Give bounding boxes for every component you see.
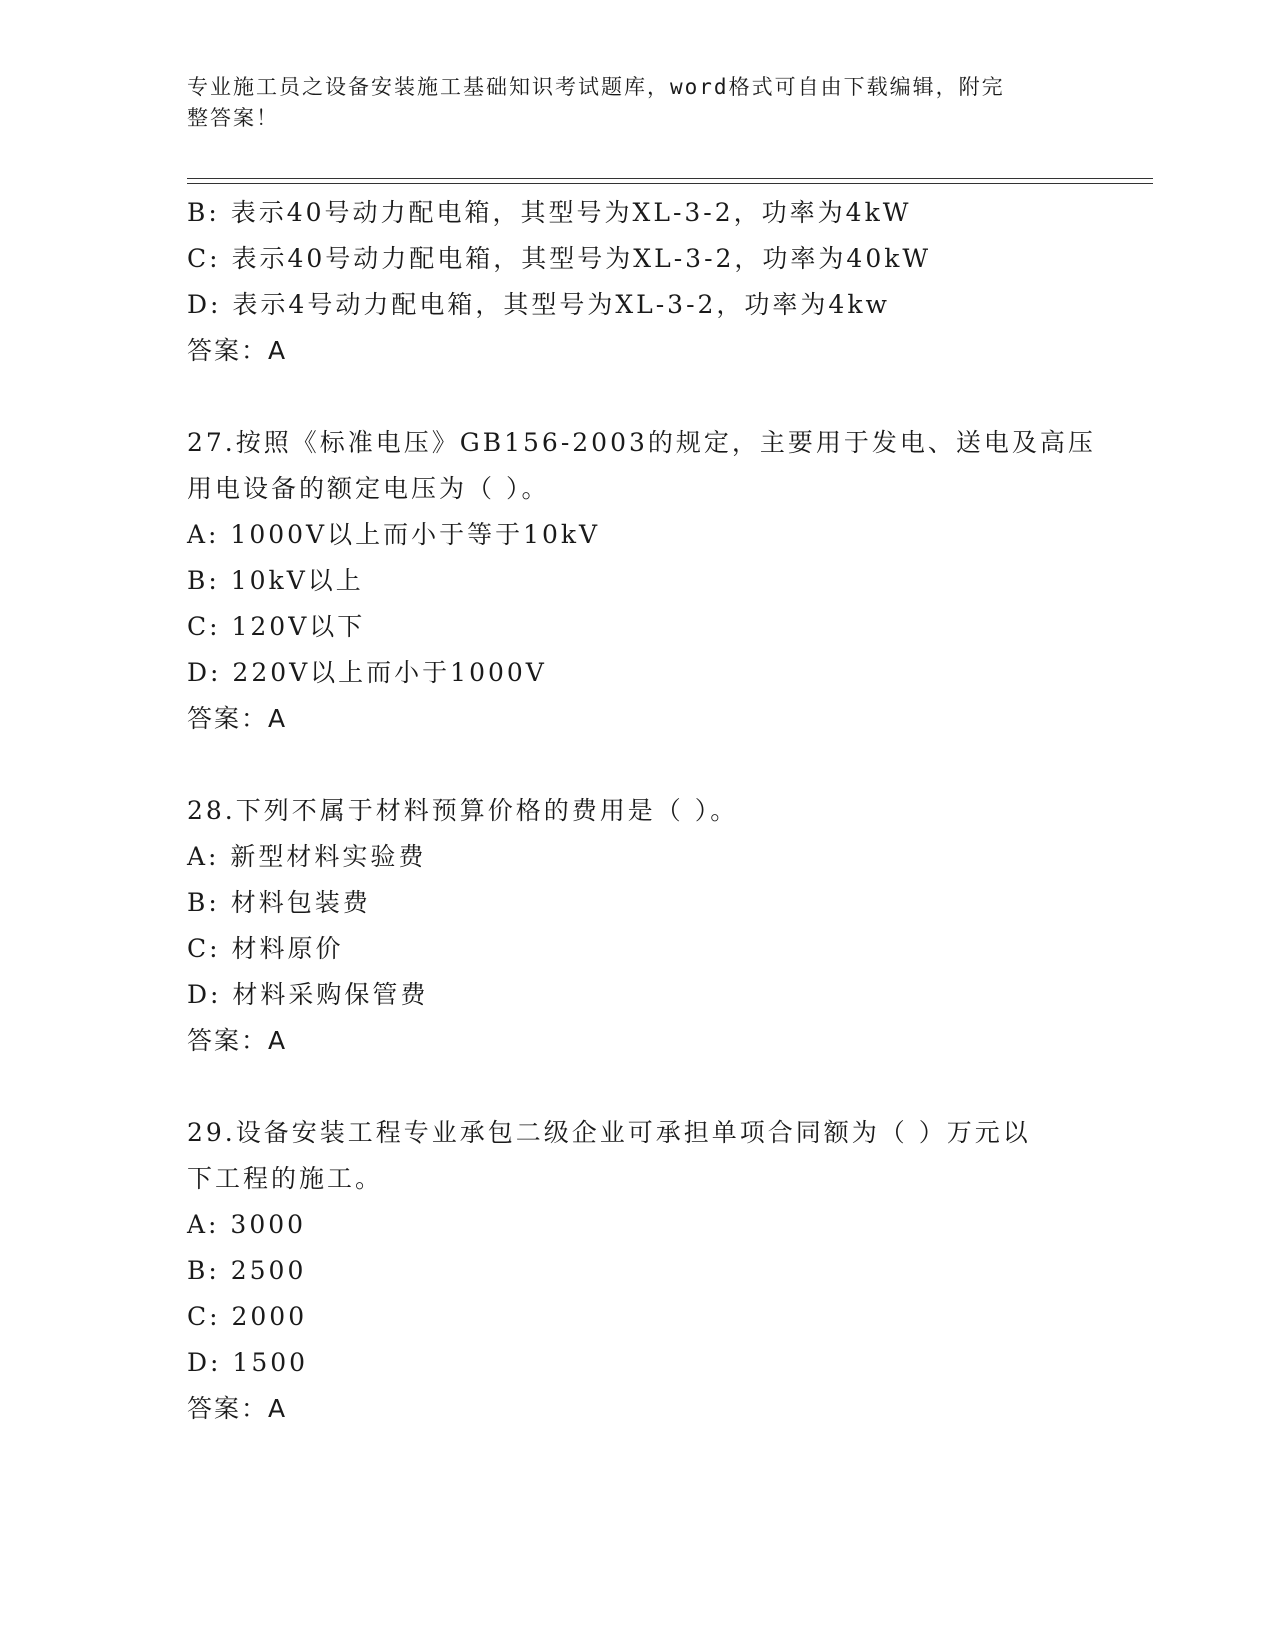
option-b: B: 10kV以上: [187, 566, 364, 595]
option-c: C: 2000: [187, 1302, 308, 1331]
header-line-2: 整答案！: [187, 106, 279, 130]
option-d: D: 220V以上而小于1000V: [187, 658, 547, 687]
question-list: [187, 190, 1153, 1432]
header-line-1: 专业施工员之设备安装施工基础知识考试题库，word格式可自由下载编辑，附完: [187, 75, 1005, 99]
answer-line: 答案：A: [187, 1394, 288, 1423]
question-27: [187, 420, 1153, 742]
header-divider-bottom: [187, 183, 1153, 184]
question-29: [187, 1110, 1153, 1432]
question-stem-continued: 用电设备的额定电压为（ ）。: [187, 474, 550, 503]
spacer: [187, 742, 1153, 788]
header-divider-top: [187, 178, 1153, 179]
option-a: A: 3000: [187, 1210, 307, 1239]
option-b: B: 2500: [187, 1256, 307, 1285]
spacer: [187, 374, 1153, 420]
option-b: B: 表示40号动力配电箱，其型号为XL-3-2，功率为4kW: [187, 198, 912, 227]
answer-line: 答案：A: [187, 336, 288, 365]
answer-line: 答案：A: [187, 1026, 288, 1055]
question-stem: 29.设备安装工程专业承包二级企业可承担单项合同额为（ ）万元以: [187, 1118, 1031, 1147]
answer-line: 答案：A: [187, 704, 288, 733]
question-26: [187, 190, 1153, 374]
option-d: D: 材料采购保管费: [187, 980, 429, 1009]
option-a: A: 1000V以上而小于等于10kV: [187, 520, 601, 549]
option-a: A: 新型材料实验费: [187, 842, 427, 871]
question-stem: 27.按照《标准电压》GB156-2003的规定，主要用于发电、送电及高压: [187, 428, 1096, 457]
question-stem-continued: 下工程的施工。: [187, 1164, 384, 1193]
document-header: [187, 72, 1087, 134]
question-28: [187, 788, 1153, 1064]
option-d: D: 表示4号动力配电箱，其型号为XL-3-2，功率为4kw: [187, 290, 890, 319]
option-c: C: 表示40号动力配电箱，其型号为XL-3-2，功率为40kW: [187, 244, 932, 273]
option-c: C: 120V以下: [187, 612, 366, 641]
option-b: B: 材料包装费: [187, 888, 371, 917]
option-c: C: 材料原价: [187, 934, 344, 963]
question-stem: 28.下列不属于材料预算价格的费用是（ ）。: [187, 796, 739, 825]
spacer: [187, 1064, 1153, 1110]
option-d: D: 1500: [187, 1348, 309, 1377]
